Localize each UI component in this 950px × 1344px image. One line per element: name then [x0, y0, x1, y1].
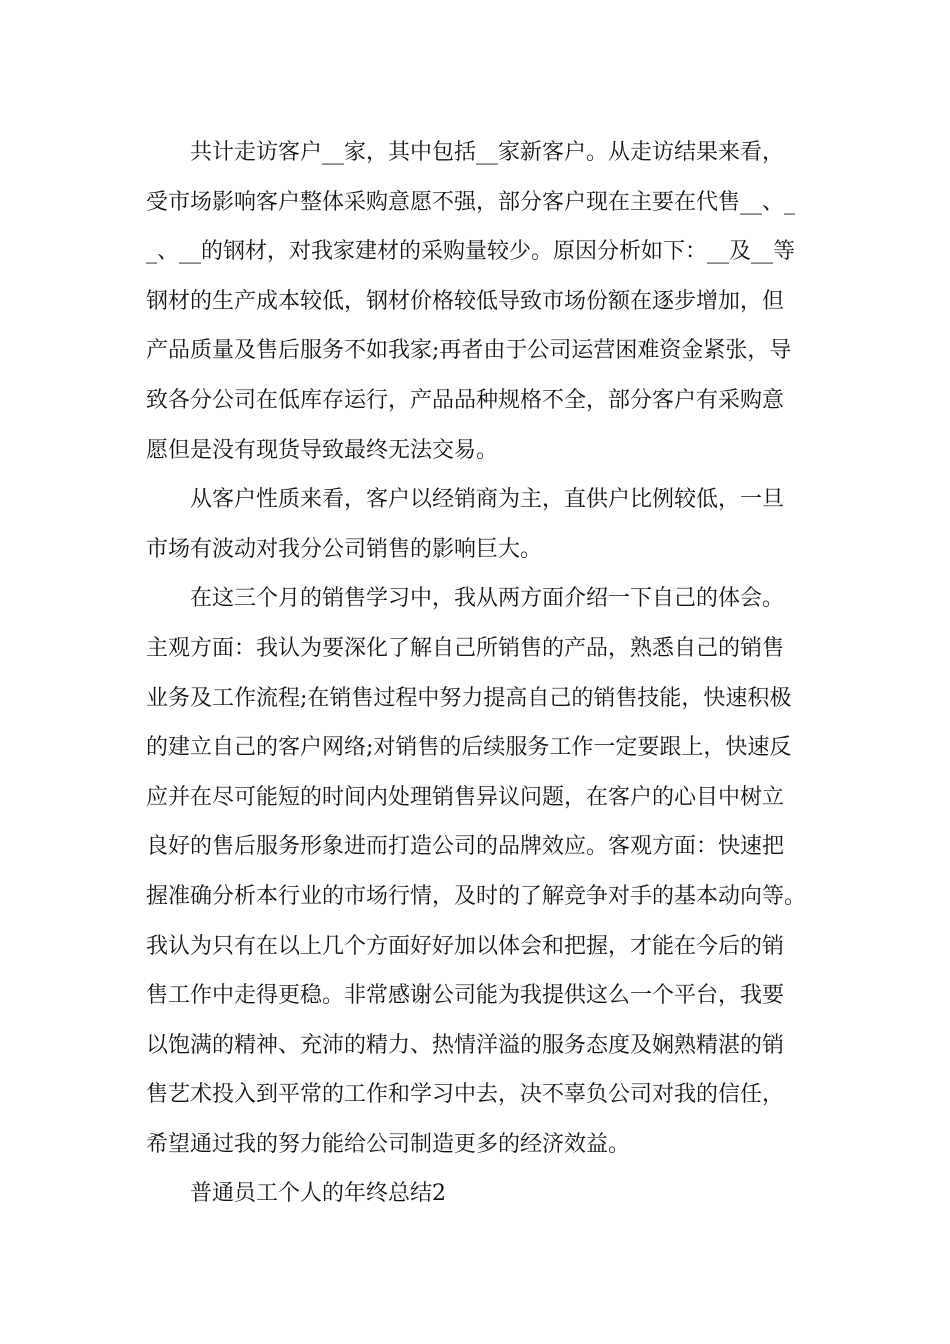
text-line: 的建立自己的客户网络;对销售的后续服务工作一定要跟上，快速反 — [146, 735, 792, 761]
document-body — [146, 128, 826, 1219]
text-line: 致各分公司在低库存运行，产品品种规格不全，部分客户有采购意 — [146, 387, 785, 413]
text-line: _、__的钢材，对我家建材的采购量较少。原因分析如下：__及__等 — [146, 239, 796, 265]
text-line: 应并在尽可能短的时间内处理销售异议问题，在客户的心目中树立 — [146, 784, 785, 810]
text-line: 售工作中走得更稳。非常感谢公司能为我提供这么一个平台，我要 — [146, 983, 785, 1009]
text-line: 业务及工作流程;在销售过程中努力提高自己的销售技能，快速积极 — [146, 685, 792, 711]
text-line: 愿但是没有现货导致最终无法交易。 — [146, 437, 499, 463]
text-line: 良好的售后服务形象进而打造公司的品牌效应。客观方面：快速把 — [146, 834, 785, 860]
text-line: 在这三个月的销售学习中，我从两方面介绍一下自己的体会。 — [190, 586, 785, 612]
text-line: 希望通过我的努力能给公司制造更多的经济效益。 — [146, 1131, 631, 1157]
text-line: 钢材的生产成本较低，钢材价格较低导致市场份额在逐步增加，但 — [146, 288, 785, 314]
text-line: 受市场影响客户整体采购意愿不强，部分客户现在主要在代售__、_ — [146, 189, 796, 215]
text-line: 产品质量及售后服务不如我家;再者由于公司运营困难资金紧张，导 — [146, 338, 792, 364]
text-line: 握准确分析本行业的市场行情，及时的了解竞争对手的基本动向等。 — [146, 883, 807, 909]
text-line: 主观方面：我认为要深化了解自己所销售的产品，熟悉自己的销售 — [146, 635, 785, 661]
text-line: 共计走访客户__家，其中包括__家新客户。从走访结果来看， — [190, 140, 785, 165]
section-heading: 普通员工个人的年终总结2 — [190, 1181, 446, 1207]
text-line: 市场有波动对我分公司销售的影响巨大。 — [146, 536, 543, 562]
text-line: 我认为只有在以上几个方面好好加以体会和把握，才能在今后的销 — [146, 933, 785, 959]
text-line: 从客户性质来看，客户以经销商为主，直供户比例较低，一旦 — [190, 487, 785, 513]
text-line: 售艺术投入到平常的工作和学习中去，决不辜负公司对我的信任， — [146, 1082, 785, 1108]
text-line: 以饱满的精神、充沛的精力、热情洋溢的服务态度及娴熟精湛的销 — [146, 1032, 785, 1058]
